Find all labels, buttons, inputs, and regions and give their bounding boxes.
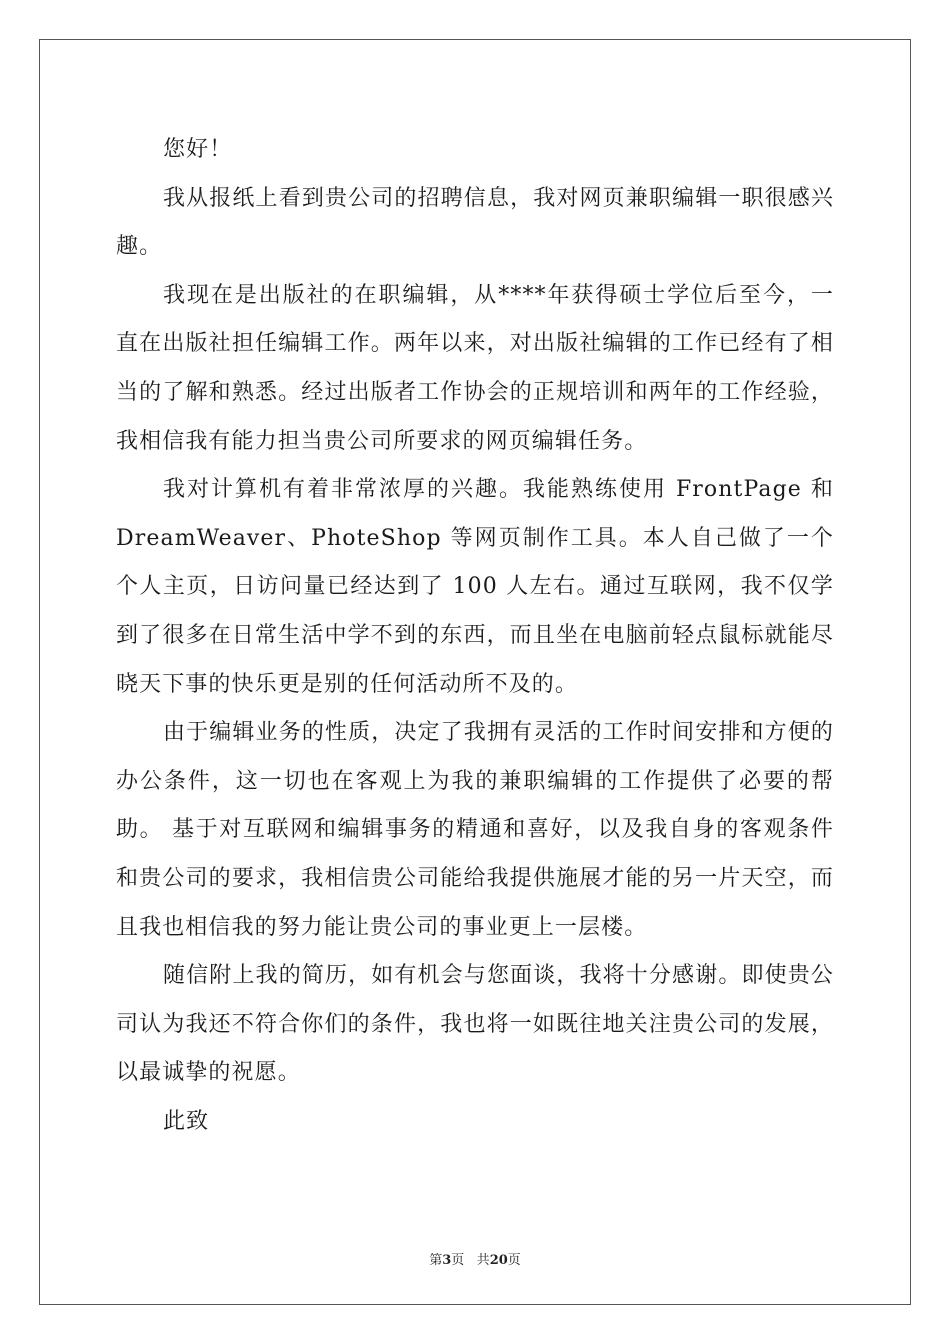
letter-body xyxy=(116,126,834,1146)
total-page-count: 20 xyxy=(489,1253,508,1268)
paragraph-experience: 我现在是出版社的在职编辑，从****年获得硕士学位后至今，一直在出版社担任编辑工作。两年以来，对出版社编辑的工作已经有了相当的了解和熟悉。经过出版者工作协会的正规培训和两年的工作经验，我相信我有能力担当贵公司所要求的网页编辑任务。 xyxy=(116,282,834,454)
page-suffix: 页 xyxy=(451,1253,465,1268)
total-suffix: 页 xyxy=(507,1253,521,1268)
paragraph-skills: 我对计算机有着非常浓厚的兴趣。我能熟练使用 FrontPage 和 DreamWeaver、PhoteShop 等网页制作工具。本人自己做了一个个人主页，日访问量已经达到了 100 人左右。通过互联网，我不仅学到了很多在日常生活中学不到的东西，而且坐在电脑前轻点鼠标就能尽晓天下事的快乐更是别的任何活动所不及的。 xyxy=(116,477,834,697)
paragraph-availability: 由于编辑业务的性质，决定了我拥有灵活的工作时间安排和方便的办公条件，这一切也在客观上为我的兼职编辑的工作提供了必要的帮助。 基于对互联网和编辑事务的精通和喜好，以及我自身的客观条件和贵公司的要求，我相信贵公司能给我提供施展才能的另一片天空，而且我也相信我的努力能让贵公司的事业更上一层楼。 xyxy=(116,720,834,940)
paragraph-interest: 我从报纸上看到贵公司的招聘信息，我对网页兼职编辑一职很感兴趣。 xyxy=(116,185,834,260)
greeting: 您好！ xyxy=(163,137,233,162)
page-prefix: 第 xyxy=(429,1253,443,1268)
current-page-number: 3 xyxy=(442,1253,452,1268)
page-number-footer xyxy=(0,1249,950,1268)
paragraph-closing: 随信附上我的简历，如有机会与您面谈，我将十分感谢。即使贵公司认为我还不符合你们的条件，我也将一如既往地关注贵公司的发展，以最诚挚的祝愿。 xyxy=(116,963,834,1086)
total-prefix: 共 xyxy=(476,1253,490,1268)
salutation-closing: 此致 xyxy=(163,1108,210,1134)
